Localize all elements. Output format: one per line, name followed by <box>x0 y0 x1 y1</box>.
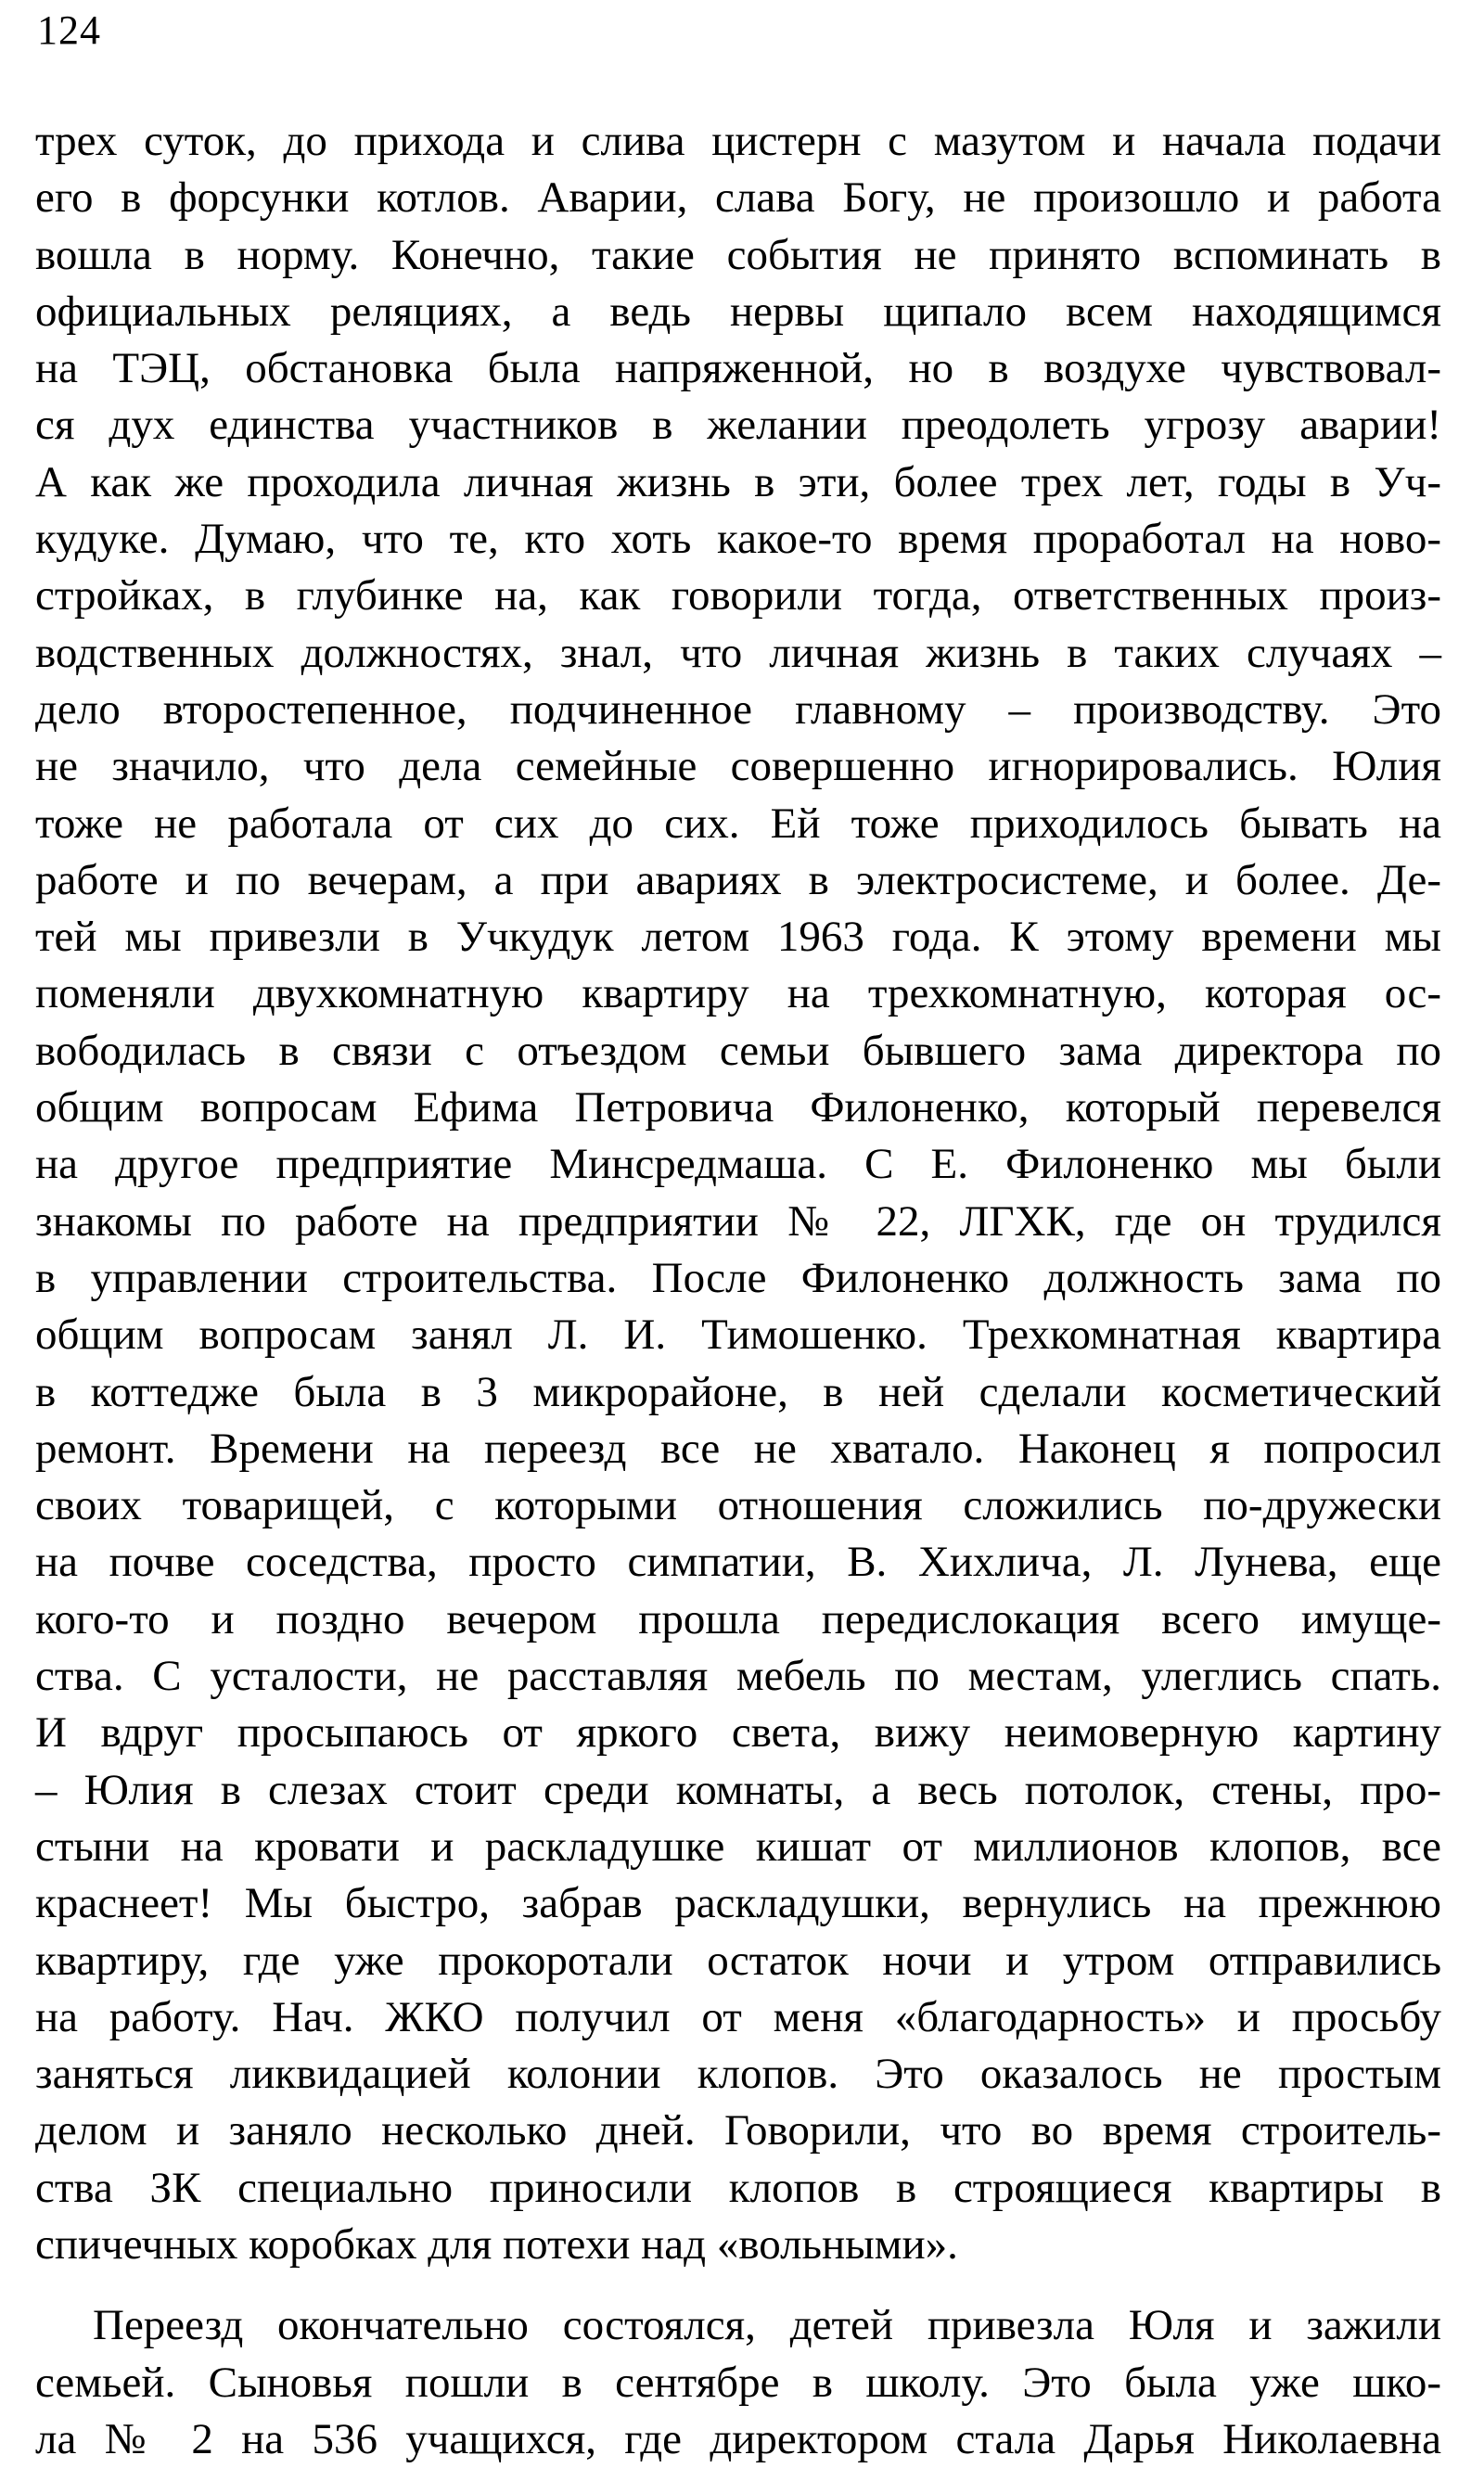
text-line: Переезд окончательно состоялся, детей привезла Юля и зажили <box>93 2301 1441 2350</box>
text-line: ся дух единства участников в желании преодолеть угрозу аварии! <box>35 401 1441 450</box>
text-line: своих товарищей, с которыми отношения сложились по-дружески <box>35 1481 1441 1530</box>
text-line: трех суток, до прихода и слива цистерн с мазутом и начала подачи <box>35 117 1441 165</box>
text-line: кудуке. Думаю, что те, кто хоть какое-то время проработал на ново- <box>35 515 1441 564</box>
text-line: И вдруг просыпаюсь от яркого света, вижу неимоверную картину <box>35 1708 1441 1758</box>
text-line: ства. С усталости, не расставляя мебель по местам, улеглись спать. <box>35 1652 1441 1701</box>
text-line: официальных реляциях, а ведь нервы щипало всем находящимся <box>35 287 1441 336</box>
text-line: ства ЗК специально приносили клопов в строящиеся квартиры в <box>35 2163 1441 2212</box>
text-line: спичечных коробках для потехи над «вольными». <box>35 2219 958 2269</box>
text-line: стройках, в глубинке на, как говорили тогда, ответственных произ- <box>35 571 1441 620</box>
text-line: работе и по вечерам, а при авариях в электросистеме, и более. Де- <box>35 855 1441 904</box>
text-line: водственных должностях, знал, что личная жизнь в таких случаях – <box>35 628 1441 677</box>
text-line: ремонт. Времени на переезд все не хватало. Наконец я попросил <box>35 1424 1441 1473</box>
text-line: не значило, что дела семейные совершенно игнорировались. Юлия <box>35 742 1441 791</box>
text-line: его в форсунки котлов. Аварии, слава Богу, не произошло и работа <box>35 173 1441 223</box>
text-line: квартиру, где уже прокоротали остаток ночи и утром отправились <box>35 1936 1441 1985</box>
text-line: заняться ликвидацией колонии клопов. Это оказалось не простым <box>35 2050 1441 2099</box>
text-line: вошла в норму. Конечно, такие события не принято вспоминать в <box>35 230 1441 279</box>
text-line: дело второстепенное, подчиненное главному – производству. Это <box>35 684 1441 734</box>
text-line: общим вопросам занял Л. И. Тимошенко. Трехкомнатная квартира <box>35 1311 1441 1360</box>
text-line: тей мы привезли в Учкудук летом 1963 года. К этому времени мы <box>35 913 1441 962</box>
text-line: в коттедже была в 3 микрорайоне, в ней сделали косметический <box>35 1367 1441 1416</box>
text-line: семьей. Сыновья пошли в сентябре в школу. Это была уже шко- <box>35 2358 1441 2407</box>
text-line: стыни на кровати и раскладушке кишат от миллионов клопов, все <box>35 1822 1441 1871</box>
paragraph <box>35 113 1441 2273</box>
text-line: знакомы по работе на предприятии № 22, ЛГХК, где он трудился <box>35 1196 1441 1246</box>
text-line: общим вопросам Ефима Петровича Филоненко, который перевелся <box>35 1083 1441 1132</box>
text-line: краснеет! Мы быстро, забрав раскладушки, вернулись на прежнюю <box>35 1879 1441 1928</box>
text-line: кого-то и поздно вечером прошла передислокация всего имуще- <box>35 1594 1441 1643</box>
text-line: – Юлия в слезах стоит среди комнаты, а весь потолок, стены, про- <box>35 1765 1441 1814</box>
text-line: на работу. Нач. ЖКО получил от меня «благодарность» и просьбу <box>35 1992 1441 2041</box>
paragraph <box>35 2297 1441 2468</box>
body-text <box>35 113 1441 2468</box>
page-number: 124 <box>37 7 101 53</box>
text-line: делом и заняло несколько дней. Говорили, что во время строитель- <box>35 2106 1441 2155</box>
text-line: на другое предприятие Минсредмаша. С Е. Филоненко мы были <box>35 1140 1441 1189</box>
text-line: в управлении строительства. После Филоненко должность зама по <box>35 1253 1441 1302</box>
text-line: на ТЭЦ, обстановка была напряженной, но в воздухе чувствовал- <box>35 344 1441 393</box>
text-line: ла № 2 на 536 учащихся, где директором стала Дарья Николаевна <box>35 2414 1441 2463</box>
text-line: вободилась в связи с отъездом семьи бывшего зама директора по <box>35 1026 1441 1075</box>
text-line: на почве соседства, просто симпатии, В. Хихлича, Л. Лунева, еще <box>35 1538 1441 1587</box>
text-line: А как же проходила личная жизнь в эти, более трех лет, годы в Уч- <box>35 457 1441 506</box>
text-line: поменяли двухкомнатную квартиру на трехкомнатную, которая ос- <box>35 969 1441 1018</box>
text-line: тоже не работала от сих до сих. Ей тоже приходилось бывать на <box>35 799 1441 848</box>
